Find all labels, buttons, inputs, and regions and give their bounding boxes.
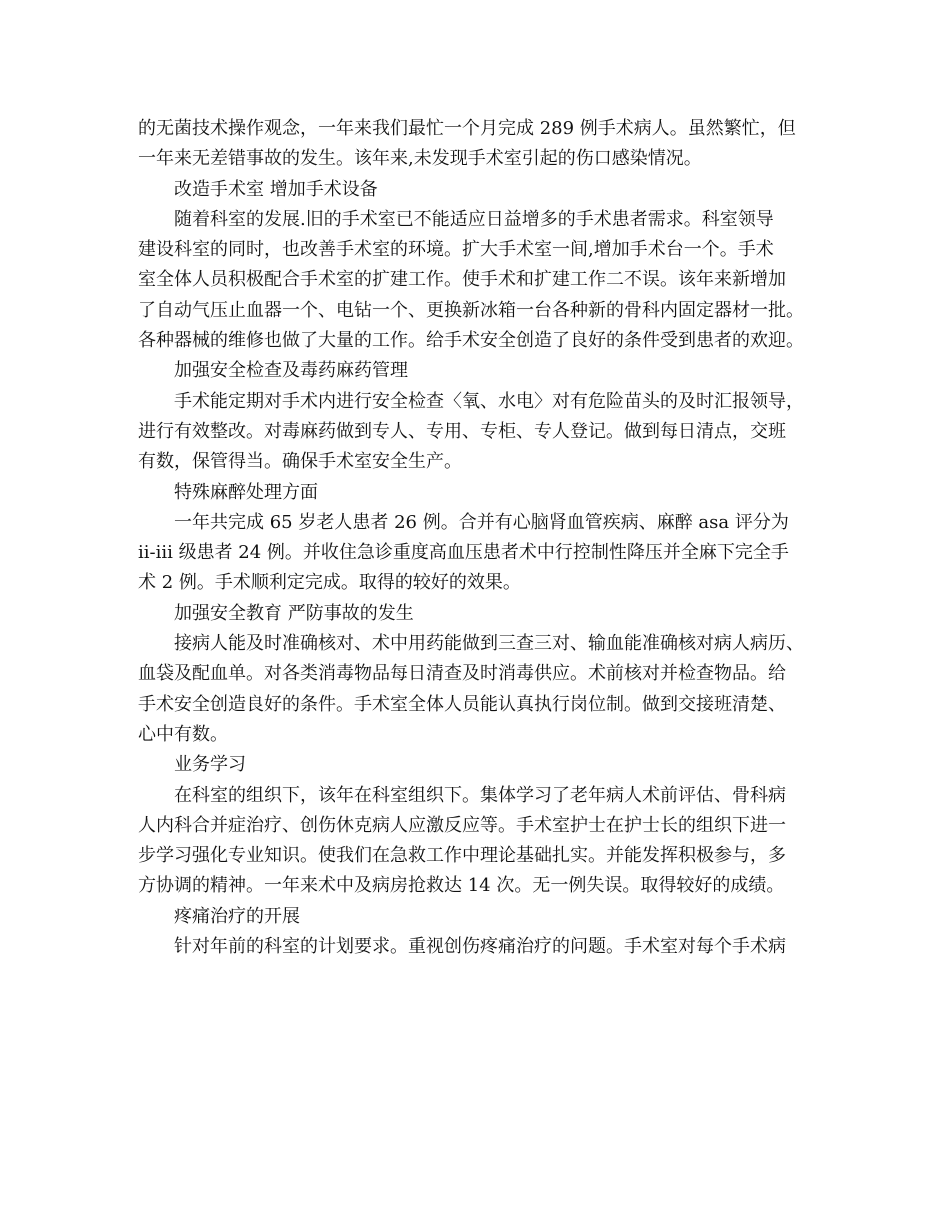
text-line: 人内科合并症治疗、创伤休克病人应激反应等。手术室护士在护士长的组织下进一 — [138, 814, 786, 836]
text-line: 一年共完成 65 岁老人患者 26 例。合并有心脑肾血管疾病、麻醉 asa 评分为 — [174, 511, 789, 533]
text-line: 手术安全创造良好的条件。手术室全体人员能认真执行岗位制。做到交接班清楚、 — [138, 693, 786, 715]
text-line: 改造手术室 增加手术设备 — [174, 178, 378, 200]
text-line: 室全体人员积极配合手术室的扩建工作。使手术和扩建工作二不误。该年来新增加 — [138, 269, 786, 291]
text-line: 业务学习 — [174, 754, 246, 776]
text-line: 接病人能及时准确核对、术中用药能做到三查三对、输血能准确核对病人病历、 — [174, 633, 804, 655]
text-line: 各种器械的维修也做了大量的工作。给手术安全创造了良好的条件受到患者的欢迎。 — [138, 330, 804, 352]
text-line: 加强安全教育 严防事故的发生 — [174, 602, 414, 624]
text-line: 心中有数。 — [138, 723, 228, 745]
text-line: 了自动气压止血器一个、电钻一个、更换新冰箱一台各种新的骨科内固定器材一批。 — [138, 299, 804, 321]
text-line: 针对年前的科室的计划要求。重视创伤疼痛治疗的问题。手术室对每个手术病 — [174, 936, 786, 958]
text-line: 特殊麻醉处理方面 — [174, 481, 318, 503]
text-line: 加强安全检查及毒药麻药管理 — [174, 360, 408, 382]
text-line: 的无菌技术操作观念，一年来我们最忙一个月完成 289 例手术病人。虽然繁忙，但 — [138, 118, 796, 139]
body-text — [138, 114, 818, 962]
text-line: 建设科室的同时，也改善手术室的环境。扩大手术室一间,增加手术台一个。手术 — [138, 239, 774, 261]
text-line: 进行有效整改。对毒麻药做到专人、专用、专柜、专人登记。做到每日清点，交班 — [138, 420, 786, 442]
text-line: 手术能定期对手术内进行安全检查〈氧、水电〉对有危险苗头的及时汇报领导， — [174, 390, 804, 412]
text-line: 有数，保管得当。确保手术室安全生产。 — [138, 451, 462, 473]
text-line: ⅱ-ⅲ 级患者 24 例。并收住急诊重度高血压患者术中行控制性降压并全麻下完全手 — [138, 542, 789, 564]
text-line: 步学习强化专业知识。使我们在急救工作中理论基础扎实。并能发挥积极参与，多 — [138, 845, 786, 867]
text-line: 疼痛治疗的开展 — [174, 905, 300, 927]
text-line: 在科室的组织下，该年在科室组织下。集体学习了老年病人术前评估、骨科病 — [174, 784, 786, 806]
text-line: 方协调的精神。一年来术中及病房抢救达 14 次。无一例失误。取得较好的成绩。 — [138, 875, 785, 897]
text-line: 随着科室的发展.旧的手术室已不能适应日益增多的手术患者需求。科室领导 — [174, 208, 774, 230]
text-line: 术 2 例。手术顺利定完成。取得的较好的效果。 — [138, 572, 521, 594]
text-line: 血袋及配血单。对各类消毒物品每日清查及时消毒供应。术前核对并检查物品。给 — [138, 663, 786, 685]
text-line: 一年来无差错事故的发生。该年来,未发现手术室引起的伤口感染情况。 — [138, 148, 702, 170]
